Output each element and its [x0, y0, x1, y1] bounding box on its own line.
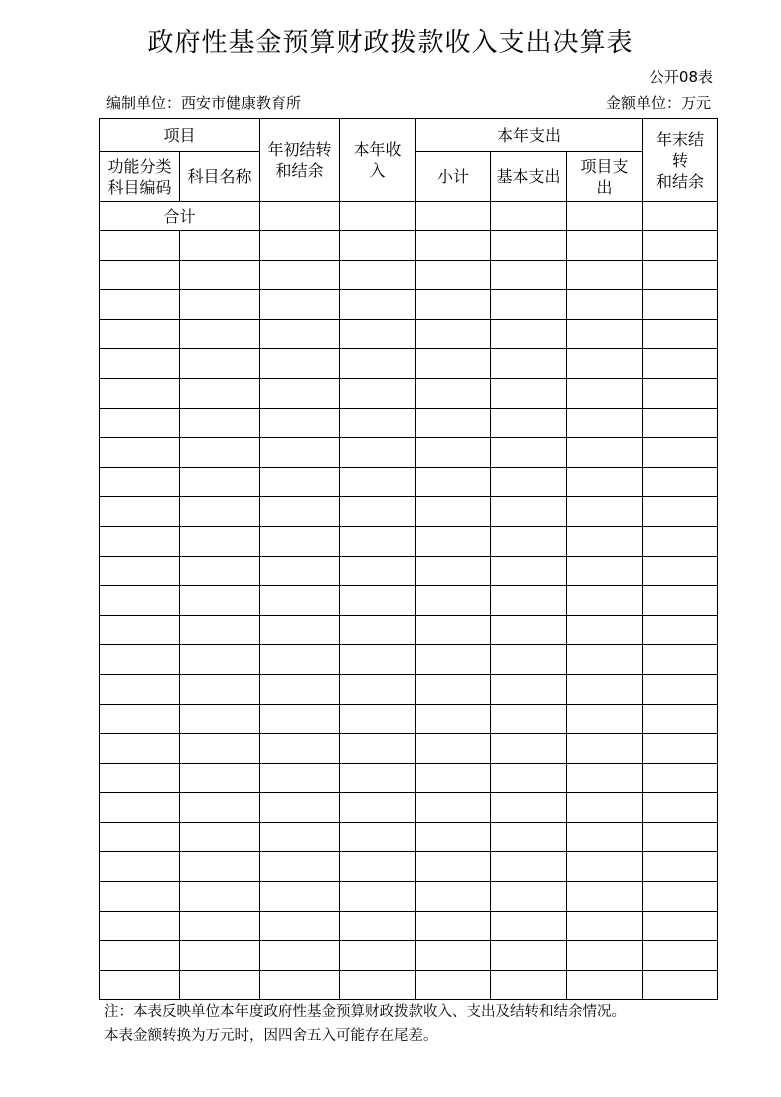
table-cell: [491, 260, 567, 290]
table-row: [100, 645, 718, 675]
table-cell: [491, 202, 567, 231]
table-cell: [491, 941, 567, 971]
table-row: [100, 349, 718, 379]
table-cell: [100, 349, 180, 379]
table-cell: [643, 526, 718, 556]
table-cell: [491, 319, 567, 349]
table-cell: [567, 645, 643, 675]
table-cell: [260, 852, 340, 882]
table-cell: [567, 734, 643, 764]
header-expense: 本年支出: [416, 119, 643, 152]
table-cell: [260, 378, 340, 408]
table-cell: [643, 911, 718, 941]
table-cell: [567, 438, 643, 468]
table-cell: [180, 793, 260, 823]
budget-table: [99, 118, 718, 1000]
table-cell: [100, 704, 180, 734]
table-cell: [260, 793, 340, 823]
table-row: [100, 438, 718, 468]
table-cell: [416, 526, 491, 556]
table-cell: [643, 378, 718, 408]
table-cell: [567, 349, 643, 379]
table-cell: [180, 260, 260, 290]
total-row: [100, 202, 718, 231]
form-code: 公开08表: [648, 68, 713, 86]
table-cell: [416, 586, 491, 616]
table-cell: [340, 822, 416, 852]
table-cell: [416, 734, 491, 764]
table-cell: [643, 645, 718, 675]
table-cell: [491, 763, 567, 793]
table-cell: [416, 290, 491, 320]
table-cell: [567, 526, 643, 556]
table-cell: [567, 882, 643, 912]
footnote: [104, 1000, 744, 1048]
table-cell: [567, 467, 643, 497]
table-cell: [567, 319, 643, 349]
table-cell: [100, 734, 180, 764]
table-cell: [100, 970, 180, 1000]
table-cell: [340, 408, 416, 438]
table-cell: [260, 941, 340, 971]
table-cell: [567, 202, 643, 231]
table-cell: [260, 497, 340, 527]
table-cell: [100, 645, 180, 675]
header-income: 本年收 入: [340, 119, 416, 202]
table-cell: [416, 615, 491, 645]
table-cell: [416, 408, 491, 438]
table-cell: [643, 408, 718, 438]
table-cell: [100, 467, 180, 497]
table-cell: [340, 526, 416, 556]
table-cell: [567, 763, 643, 793]
table-row: [100, 467, 718, 497]
table-cell: [491, 674, 567, 704]
table-cell: [260, 438, 340, 468]
table-cell: [643, 438, 718, 468]
table-cell: [567, 970, 643, 1000]
table-cell: [643, 319, 718, 349]
header-row-1: [100, 119, 718, 152]
table-cell: [340, 260, 416, 290]
table-cell: [340, 231, 416, 261]
table-cell: [100, 763, 180, 793]
table-row: [100, 615, 718, 645]
table-cell: [100, 941, 180, 971]
table-row: [100, 290, 718, 320]
table-cell: [180, 319, 260, 349]
table-cell: [180, 911, 260, 941]
table-cell: [100, 793, 180, 823]
table-cell: [643, 260, 718, 290]
table-cell: [100, 882, 180, 912]
table-cell: [567, 260, 643, 290]
table-cell: [491, 704, 567, 734]
table-cell: [100, 586, 180, 616]
table-cell: [100, 822, 180, 852]
table-row: [100, 734, 718, 764]
table-cell: [260, 645, 340, 675]
table-cell: [491, 970, 567, 1000]
table-cell: [100, 526, 180, 556]
table-cell: [491, 526, 567, 556]
table-cell: [416, 319, 491, 349]
table-row: [100, 260, 718, 290]
table-cell: [643, 231, 718, 261]
table-cell: [340, 467, 416, 497]
table-cell: [567, 378, 643, 408]
table-cell: [491, 586, 567, 616]
table-cell: [340, 349, 416, 379]
table-cell: [180, 556, 260, 586]
total-label: 合计: [100, 202, 260, 231]
table-cell: [416, 467, 491, 497]
table-cell: [491, 349, 567, 379]
table-row: [100, 674, 718, 704]
table-cell: [260, 556, 340, 586]
table-cell: [416, 970, 491, 1000]
table-cell: [491, 467, 567, 497]
table-cell: [567, 231, 643, 261]
table-cell: [643, 467, 718, 497]
table-cell: [643, 763, 718, 793]
table-cell: [491, 734, 567, 764]
table-cell: [180, 290, 260, 320]
table-cell: [260, 704, 340, 734]
table-cell: [180, 734, 260, 764]
table-cell: [260, 822, 340, 852]
table-cell: [643, 290, 718, 320]
table-cell: [340, 586, 416, 616]
table-row: [100, 970, 718, 1000]
table-body: [100, 231, 718, 1000]
table-cell: [180, 586, 260, 616]
table-cell: [643, 882, 718, 912]
table-row: [100, 793, 718, 823]
table-cell: [100, 408, 180, 438]
header-subtotal: 小计: [416, 152, 491, 202]
table-row: [100, 882, 718, 912]
table-row: [100, 408, 718, 438]
table-cell: [260, 734, 340, 764]
table-row: [100, 497, 718, 527]
table-cell: [491, 793, 567, 823]
table-cell: [567, 674, 643, 704]
table-row: [100, 852, 718, 882]
table-cell: [340, 970, 416, 1000]
table-cell: [260, 260, 340, 290]
table-cell: [180, 526, 260, 556]
table-cell: [567, 852, 643, 882]
table-row: [100, 704, 718, 734]
table-cell: [340, 793, 416, 823]
table-cell: [180, 674, 260, 704]
table-cell: [180, 497, 260, 527]
table-cell: [340, 911, 416, 941]
table-cell: [491, 852, 567, 882]
table-cell: [340, 438, 416, 468]
table-cell: [416, 852, 491, 882]
table-cell: [643, 704, 718, 734]
header-project-expense: 项目支 出: [567, 152, 643, 202]
table-row: [100, 556, 718, 586]
table-cell: [260, 526, 340, 556]
header-end-balance: 年末结 转 和结余: [643, 119, 718, 202]
table-cell: [416, 202, 491, 231]
table-cell: [260, 349, 340, 379]
table-cell: [416, 497, 491, 527]
table-cell: [491, 438, 567, 468]
table-row: [100, 586, 718, 616]
table-cell: [416, 793, 491, 823]
table-cell: [180, 438, 260, 468]
table-cell: [491, 556, 567, 586]
table-cell: [416, 822, 491, 852]
table-cell: [340, 852, 416, 882]
amount-unit-label: 金额单位：万元: [605, 94, 711, 112]
table-cell: [180, 822, 260, 852]
table-cell: [180, 852, 260, 882]
table-cell: [643, 793, 718, 823]
table-cell: [416, 941, 491, 971]
page-title: 政府性基金预算财政拨款收入支出决算表: [147, 28, 634, 58]
table-cell: [643, 497, 718, 527]
table-row: [100, 378, 718, 408]
table-cell: [340, 319, 416, 349]
table-cell: [100, 911, 180, 941]
header-project: 项目: [100, 119, 260, 152]
table-cell: [180, 378, 260, 408]
table-cell: [491, 615, 567, 645]
table-cell: [567, 408, 643, 438]
table-cell: [260, 763, 340, 793]
table-cell: [643, 734, 718, 764]
table-cell: [180, 882, 260, 912]
table-cell: [416, 556, 491, 586]
organization-label: 编制单位：西安市健康教育所: [106, 94, 302, 112]
table-row: [100, 526, 718, 556]
footnote-line: 注：本表反映单位本年度政府性基金预算财政拨款收入、支出及结转和结余情况。: [104, 1004, 626, 1020]
table-cell: [491, 645, 567, 675]
table-cell: [416, 645, 491, 675]
table-cell: [100, 319, 180, 349]
table-cell: [643, 674, 718, 704]
table-cell: [180, 970, 260, 1000]
table-cell: [260, 467, 340, 497]
table-cell: [340, 290, 416, 320]
table-cell: [643, 970, 718, 1000]
table-cell: [567, 556, 643, 586]
header-begin-balance: 年初结转 和结余: [260, 119, 340, 202]
table-cell: [567, 586, 643, 616]
table-cell: [100, 615, 180, 645]
table-cell: [180, 941, 260, 971]
table-cell: [340, 882, 416, 912]
table-cell: [100, 674, 180, 704]
table-row: [100, 763, 718, 793]
table-cell: [643, 202, 718, 231]
table-cell: [260, 970, 340, 1000]
table-cell: [340, 378, 416, 408]
table-cell: [260, 882, 340, 912]
table-cell: [567, 793, 643, 823]
table-cell: [260, 202, 340, 231]
table-cell: [491, 882, 567, 912]
table-row: [100, 941, 718, 971]
table-cell: [340, 704, 416, 734]
table-cell: [340, 763, 416, 793]
table-cell: [260, 674, 340, 704]
table-cell: [567, 941, 643, 971]
table-row: [100, 911, 718, 941]
table-cell: [340, 497, 416, 527]
table-cell: [100, 497, 180, 527]
table-cell: [260, 408, 340, 438]
table-cell: [180, 615, 260, 645]
table-cell: [340, 556, 416, 586]
table-cell: [567, 290, 643, 320]
table-cell: [100, 556, 180, 586]
table-row: [100, 822, 718, 852]
table-cell: [100, 852, 180, 882]
table-cell: [491, 822, 567, 852]
table-cell: [416, 882, 491, 912]
table-row: [100, 319, 718, 349]
table-cell: [567, 822, 643, 852]
table-cell: [491, 408, 567, 438]
table-cell: [567, 497, 643, 527]
table-cell: [260, 586, 340, 616]
table-cell: [340, 674, 416, 704]
table-cell: [491, 497, 567, 527]
table-cell: [260, 615, 340, 645]
table-cell: [180, 231, 260, 261]
table-cell: [180, 408, 260, 438]
table-cell: [260, 911, 340, 941]
table-cell: [416, 438, 491, 468]
table-cell: [260, 290, 340, 320]
table-cell: [180, 349, 260, 379]
table-cell: [260, 231, 340, 261]
table-cell: [416, 231, 491, 261]
table-cell: [180, 467, 260, 497]
table-cell: [643, 852, 718, 882]
table-cell: [491, 290, 567, 320]
table-cell: [416, 260, 491, 290]
table-cell: [180, 763, 260, 793]
table-cell: [416, 349, 491, 379]
table-cell: [491, 378, 567, 408]
table-cell: [643, 822, 718, 852]
table-cell: [567, 704, 643, 734]
table-cell: [100, 438, 180, 468]
footnote-line: 本表金额转换为万元时，因四舍五入可能存在尾差。: [104, 1028, 438, 1044]
table-cell: [100, 290, 180, 320]
table-row: [100, 231, 718, 261]
table-cell: [416, 674, 491, 704]
table-cell: [416, 763, 491, 793]
table-cell: [416, 911, 491, 941]
table-cell: [491, 231, 567, 261]
table-cell: [340, 615, 416, 645]
header-basic-expense: 基本支出: [491, 152, 567, 202]
table-cell: [643, 615, 718, 645]
table-cell: [340, 734, 416, 764]
table-cell: [340, 941, 416, 971]
table-cell: [180, 704, 260, 734]
table-cell: [643, 941, 718, 971]
header-func-code: 功能分类 科目编码: [100, 152, 180, 202]
table-cell: [340, 645, 416, 675]
table-cell: [100, 378, 180, 408]
table-cell: [100, 260, 180, 290]
table-cell: [567, 911, 643, 941]
table-cell: [416, 704, 491, 734]
table-cell: [260, 319, 340, 349]
header-subject-name: 科目名称: [180, 152, 260, 202]
table-cell: [340, 202, 416, 231]
table-cell: [100, 231, 180, 261]
table-cell: [643, 586, 718, 616]
table-cell: [643, 556, 718, 586]
table-cell: [567, 615, 643, 645]
table-cell: [416, 378, 491, 408]
table-cell: [643, 349, 718, 379]
table-cell: [491, 911, 567, 941]
table-cell: [180, 645, 260, 675]
